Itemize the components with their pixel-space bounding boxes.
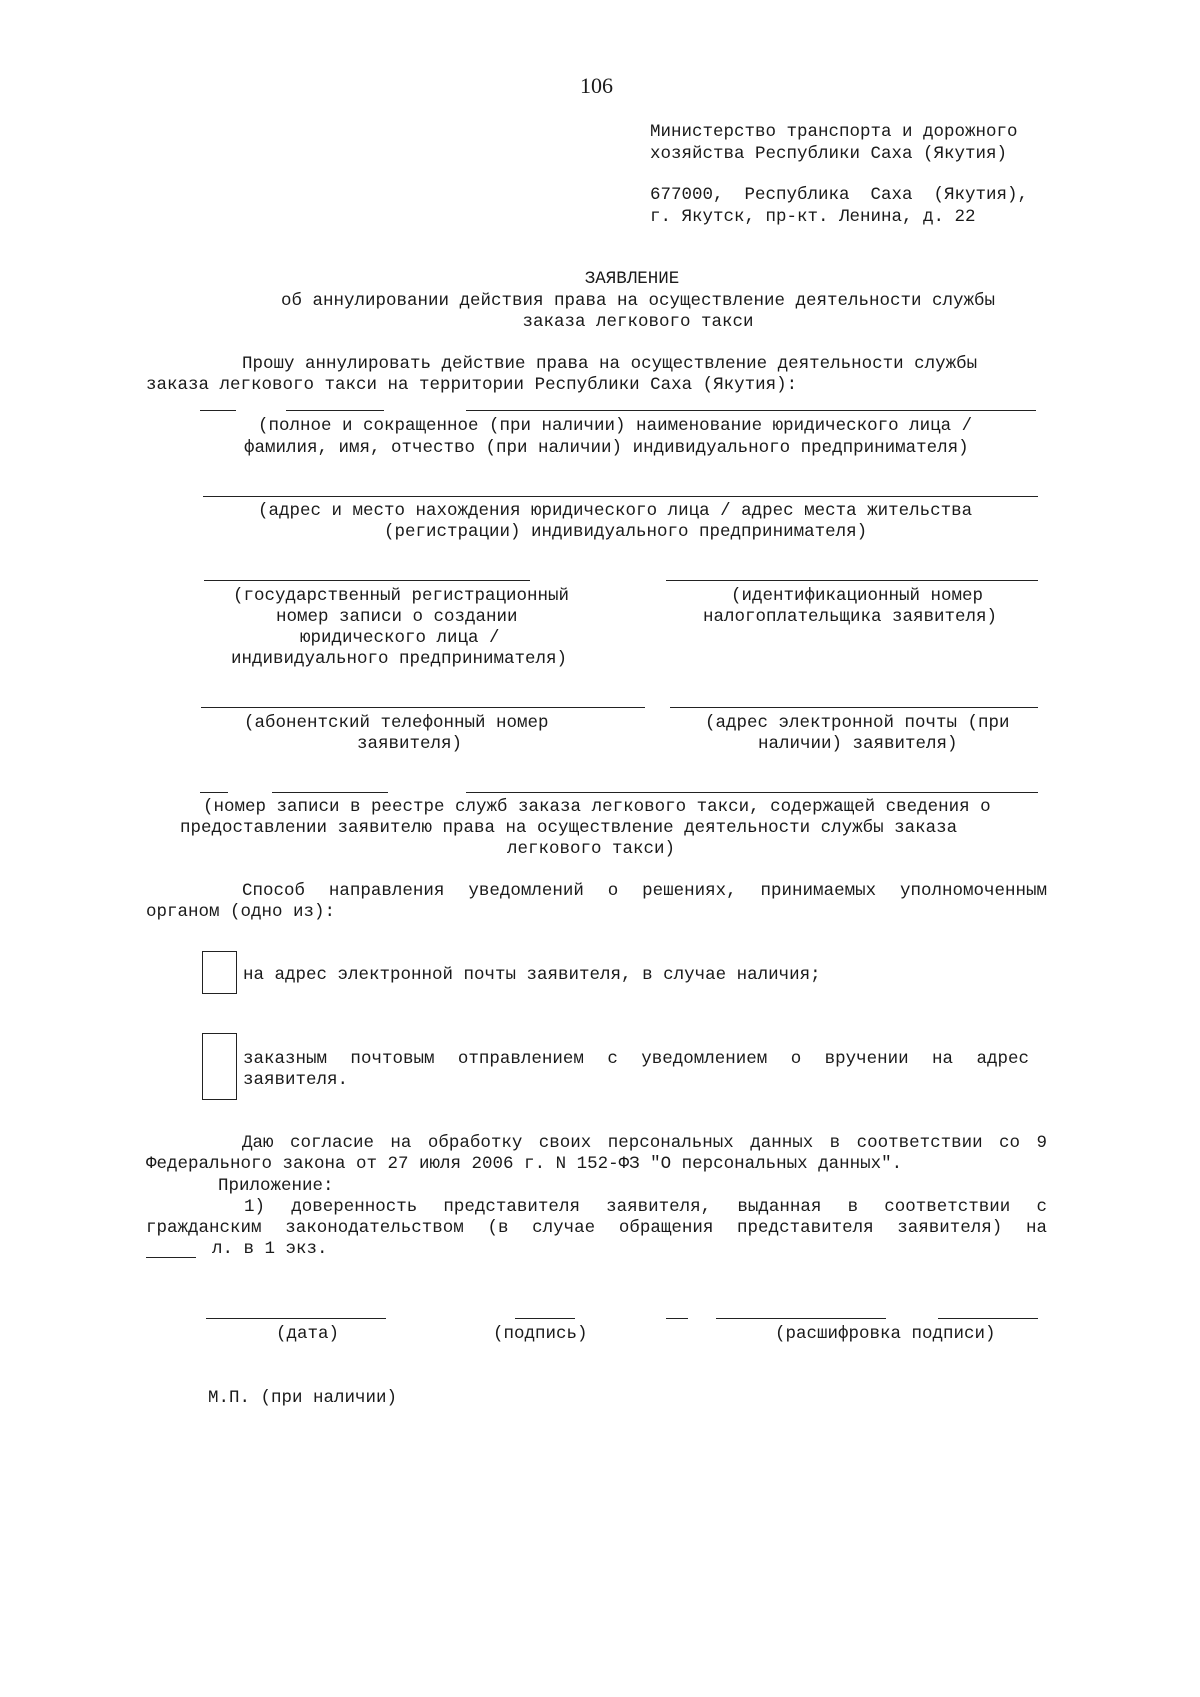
request-line-2: заказа легкового такси на территории Республики Саха (Якутия): [146, 375, 798, 395]
signature-field-line[interactable] [515, 1318, 575, 1319]
name-field-line-b[interactable] [286, 410, 384, 411]
ogrn-caption-4: индивидуального предпринимателя) [231, 649, 568, 669]
name-caption-1: (полное и сокращенное (при наличии) наименование юридического лица / [258, 416, 973, 436]
notification-line-2: органом (одно из): [146, 902, 336, 922]
decode-caption: (расшифровка подписи) [775, 1324, 996, 1344]
phone-caption-1: (абонентский телефонный номер [244, 713, 549, 733]
document-subtitle-1: об аннулировании действия права на осуществление деятельности службы [280, 291, 996, 311]
ogrn-caption-3: юридического лица / [300, 628, 500, 648]
email-field-line[interactable] [670, 707, 1038, 708]
document-subtitle-2: заказа легкового такси [522, 312, 754, 332]
ogrn-caption-2: номер записи о создании [276, 607, 518, 627]
page-number: 106 [580, 73, 613, 98]
attachment-label: Приложение: [218, 1176, 334, 1196]
address-field-line[interactable] [203, 496, 1038, 497]
addressee-address-1: 677000, Республика Саха (Якутия), [650, 185, 1029, 205]
phone-field-line[interactable] [201, 707, 645, 708]
addressee-line-2: хозяйства Республики Саха (Якутия) [650, 144, 1008, 164]
consent-line-1: Даю согласие на обработку своих персональных данных в соответствии со 9 [242, 1133, 1047, 1153]
ogrn-caption-1: (государственный регистрационный [233, 586, 570, 606]
address-caption-1: (адрес и место нахождения юридического лица / адрес места жительства [258, 501, 973, 521]
name-field-line-a[interactable] [200, 410, 236, 411]
registry-caption-1: (номер записи в реестре служб заказа легкового такси, содержащей сведения о [203, 797, 991, 817]
inn-caption-2: налогоплательщика заявителя) [703, 607, 998, 627]
registry-field-line-b[interactable] [272, 792, 388, 793]
registry-field-line-a[interactable] [200, 792, 228, 793]
address-caption-2: (регистрации) индивидуального предпринимателя) [384, 522, 868, 542]
phone-caption-2: заявителя) [357, 734, 463, 754]
addressee-line-1: Министерство транспорта и дорожного [650, 122, 1018, 142]
decode-field-line-a[interactable] [666, 1318, 688, 1319]
consent-line-2: Федерального закона от 27 июля 2006 г. N 152-ФЗ "О персональных данных". [146, 1154, 903, 1174]
request-line-1: Прошу аннулировать действие права на осуществление деятельности службы [242, 354, 978, 374]
inn-caption-1: (идентификационный номер [731, 586, 984, 606]
email-caption-1: (адрес электронной почты (при [705, 713, 1010, 733]
registry-caption-3: легкового такси) [507, 839, 676, 859]
decode-field-line-c[interactable] [938, 1318, 1038, 1319]
signature-caption: (подпись) [493, 1324, 588, 1344]
registry-caption-2: предоставлении заявителю права на осуществление деятельности службы заказа [180, 818, 958, 838]
stamp-note: М.П. (при наличии) [208, 1388, 398, 1408]
registry-field-line-c[interactable] [466, 792, 1038, 793]
date-field-line[interactable] [206, 1318, 386, 1319]
email-caption-2: наличии) заявителя) [758, 734, 958, 754]
attachment-item-1-line-3: л. в 1 экз. [212, 1239, 328, 1259]
email-option-label: на адрес электронной почты заявителя, в случае наличия; [243, 965, 821, 985]
attachment-item-1-line-1: 1) доверенность представителя заявителя, выданная в соответствии с [244, 1197, 1047, 1217]
email-option-checkbox[interactable] [202, 951, 237, 994]
decode-field-line-b[interactable] [716, 1318, 886, 1319]
document-title: ЗАЯВЛЕНИЕ [584, 269, 680, 289]
notification-line-1: Способ направления уведомлений о решениях, принимаемых уполномоченным [242, 881, 1047, 901]
addressee-address-2: г. Якутск, пр-кт. Ленина, д. 22 [650, 207, 976, 227]
post-option-label-1: заказным почтовым отправлением с уведомлением о вручении на адрес [243, 1049, 1029, 1069]
name-field-line-c[interactable] [466, 410, 1036, 411]
post-option-label-2: заявителя. [243, 1070, 349, 1090]
name-caption-2: фамилия, имя, отчество (при наличии) индивидуального предпринимателя) [244, 438, 969, 458]
inn-field-line[interactable] [666, 580, 1038, 581]
post-option-checkbox[interactable] [202, 1033, 237, 1100]
ogrn-field-line[interactable] [204, 580, 530, 581]
date-caption: (дата) [276, 1324, 340, 1344]
sheets-count-line[interactable] [146, 1257, 196, 1258]
attachment-item-1-line-2: гражданским законодательством (в случае обращения представителя заявителя) на [146, 1218, 1047, 1238]
